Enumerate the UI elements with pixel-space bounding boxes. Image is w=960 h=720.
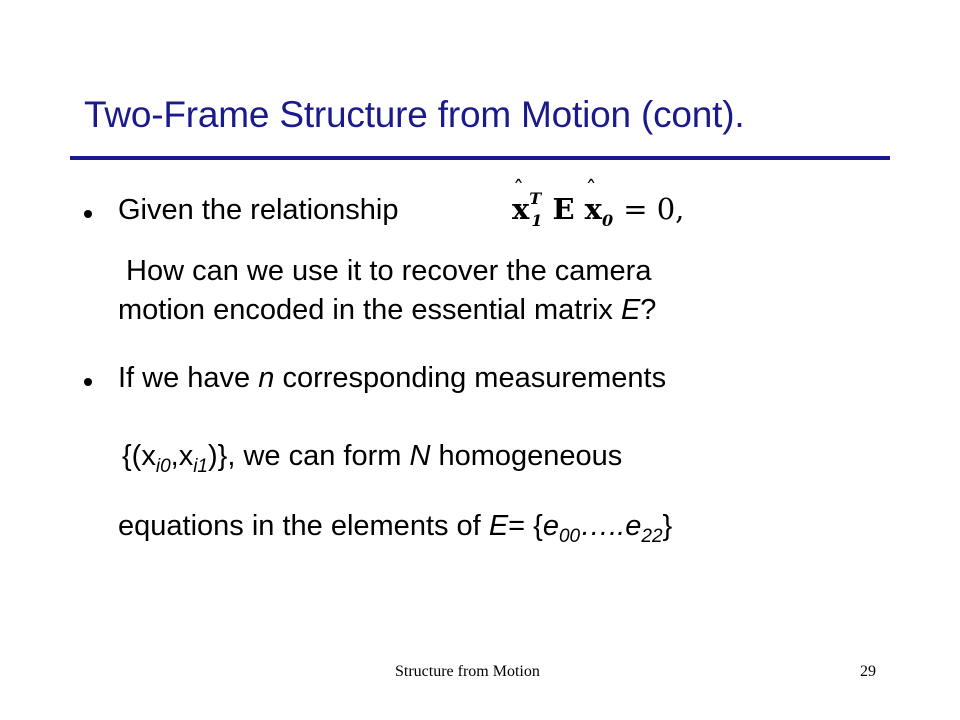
bullet-1-line-3 — [118, 294, 656, 327]
set-open: {(x — [122, 440, 156, 472]
footer-title: Structure from Motion — [395, 663, 540, 680]
bullet-1-line-1: Given the relationship — [118, 194, 399, 226]
set-end: } — [662, 510, 673, 542]
var-e22: e — [625, 510, 642, 542]
bullet-2-line-2-post: homogeneous — [430, 440, 623, 472]
set-comma: ,x — [170, 440, 194, 472]
eq-x1-sub: 1 — [531, 210, 543, 230]
set-close: )}, we can form — [208, 440, 410, 472]
bullet-2-line-1-pre: If we have — [118, 362, 259, 394]
var-E-2: E — [488, 510, 509, 542]
title-underline — [70, 156, 890, 160]
bullet-2-line-3 — [118, 510, 672, 548]
var-N: N — [409, 440, 431, 472]
essential-matrix-equation — [512, 189, 685, 230]
page-number: 29 — [860, 663, 876, 680]
bullet-1-line-3-text: motion encoded in the essential matrix — [118, 294, 621, 326]
ellipsis: ….. — [580, 510, 626, 542]
bullet-dot-1 — [84, 210, 92, 218]
bullet-2-line-1 — [118, 362, 666, 395]
var-e00: e — [542, 510, 559, 542]
slide-title: Two-Frame Structure from Motion (cont). — [84, 94, 745, 135]
sub-i1: i1 — [193, 455, 208, 477]
var-n: n — [258, 362, 275, 394]
set-mid: = { — [508, 510, 543, 542]
eq-x1: ˆ x — [512, 192, 529, 226]
bullet-2-line-1-post: corresponding measurements — [274, 362, 667, 394]
eq-x0: ˆ x — [585, 192, 602, 226]
eq-rhs: = 0, — [623, 192, 685, 226]
eq-x1-sup: T — [529, 189, 542, 209]
var-E: E — [620, 294, 641, 326]
sub-i0: i0 — [155, 455, 171, 477]
sub-22: 22 — [641, 525, 663, 547]
bullet-dot-2 — [84, 378, 92, 386]
bullet-1-line-3-end: ? — [640, 294, 657, 326]
sub-00: 00 — [558, 525, 581, 547]
bullet-2-line-3-pre: equations in the elements of — [118, 510, 489, 542]
bullet-1-line-2: How can we use it to recover the camera — [126, 255, 652, 287]
eq-E: E — [552, 192, 575, 226]
bullet-2-line-2 — [122, 440, 622, 478]
eq-x0-sub: 0 — [601, 210, 614, 230]
